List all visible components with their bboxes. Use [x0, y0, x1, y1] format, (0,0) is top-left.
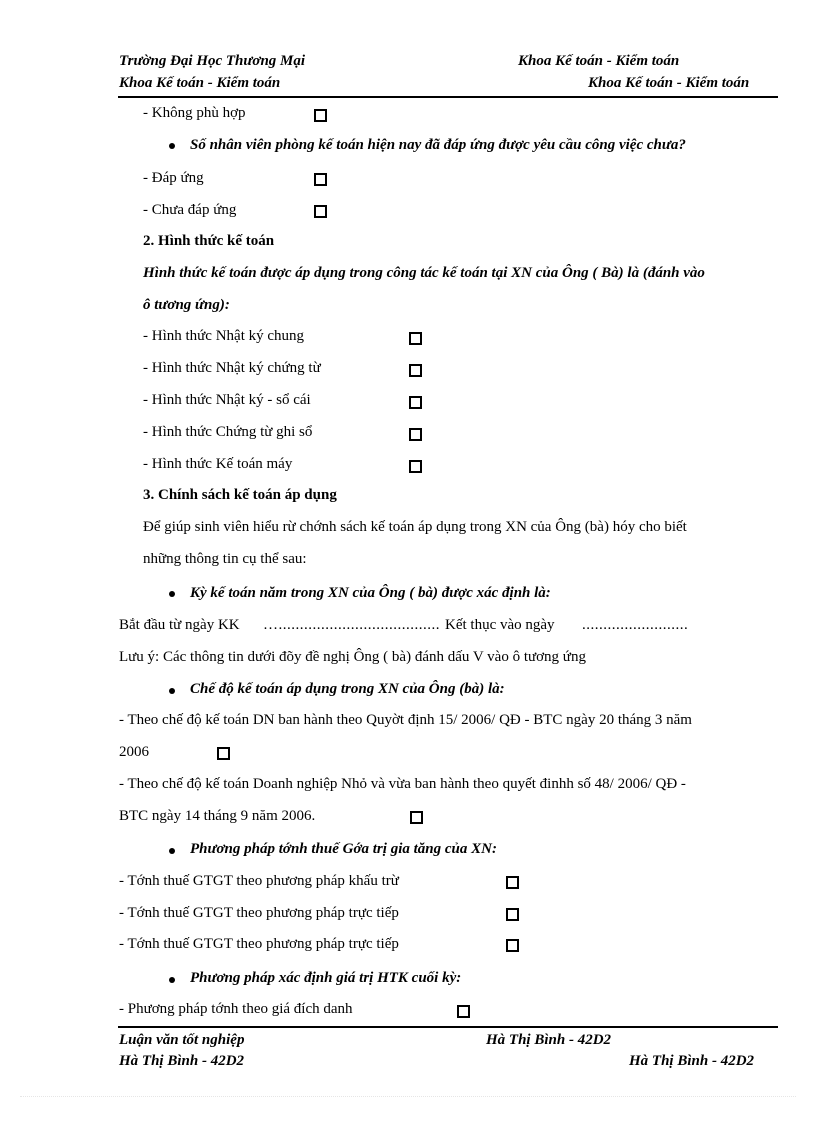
bullet-icon [169, 977, 175, 983]
vat-option-truc-tiep-2: - Tớnh thuế GTGT theo phương pháp trực tiếp [119, 936, 399, 952]
option-chua-dap-ung: - Chưa đáp ứng [143, 202, 237, 218]
note-text: Lưu ý: Các thông tin dưới đõy đề nghị Ông ( bà) đánh dấu V vào ô tương ứng [119, 649, 586, 665]
option-chung-tu-ghi-so: - Hình thức Chứng từ ghi sổ [143, 424, 313, 440]
checkbox-ke-toan-may[interactable] [409, 460, 422, 473]
checkbox-chung-tu-ghi-so[interactable] [409, 428, 422, 441]
section3-intro-line1: Để giúp sinh viên hiểu rừ chớnh sách kế toán áp dụng trong XN của Ông (bà) hóy cho biết [143, 519, 687, 535]
footer-author-right: Hà Thị Bình - 42D2 [629, 1053, 755, 1069]
end-date-label: Kết thục vào ngày [445, 617, 555, 633]
regime2-line2: BTC ngày 14 tháng 9 năm 2006. [119, 808, 316, 824]
option-nhat-ky-chung: - Hình thức Nhật ký chung [143, 328, 305, 344]
checkbox-vat-truc-tiep-1[interactable] [506, 908, 519, 921]
checkbox-dap-ung[interactable] [314, 173, 327, 186]
checkbox-regime-48[interactable] [410, 811, 423, 824]
checkbox-vat-truc-tiep-2[interactable] [506, 939, 519, 952]
header-department: Khoa Kế toán - Kiểm toán [518, 53, 680, 69]
question-inventory: Phương pháp xác định giá trị HTK cuối kỳ: [190, 970, 462, 986]
footer-author-left: Hà Thị Bình - 42D2 [119, 1053, 245, 1069]
option-nhat-ky-chung-tu: - Hình thức Nhật ký chứng từ [143, 360, 321, 376]
checkbox-nhat-ky-so-cai[interactable] [409, 396, 422, 409]
bullet-icon [169, 848, 175, 854]
end-date-field[interactable]: ......................... [582, 617, 689, 633]
header-department-left: Khoa Kế toán - Kiểm toán [119, 75, 281, 91]
vat-option-truc-tiep-1: - Tớnh thuế GTGT theo phương pháp trực tiếp [119, 905, 399, 921]
start-date-field[interactable]: …...................................... [263, 617, 440, 633]
bullet-icon [169, 688, 175, 694]
header-school: Trường Đại Học Thương Mại [119, 53, 306, 69]
option-khong-phu-hop: - Không phù hợp [143, 105, 246, 121]
inventory-option-dich-danh: - Phương pháp tớnh theo giá đích danh [119, 1001, 353, 1017]
bullet-icon [169, 143, 175, 149]
question-staff: Số nhân viên phòng kế toán hiện nay đã đáp ứng được yêu cầu công việc chưa? [190, 137, 686, 153]
start-date-label: Bắt đầu từ ngày KK [119, 617, 240, 633]
checkbox-khong-phu-hop[interactable] [314, 109, 327, 122]
header-rule [118, 96, 778, 98]
footer-author-center: Hà Thị Bình - 42D2 [486, 1032, 612, 1048]
section2-title: 2. Hình thức kế toán [143, 233, 275, 249]
header-department-right: Khoa Kế toán - Kiểm toán [588, 75, 750, 91]
regime2-line1: - Theo chế độ kế toán Doanh nghiệp Nhỏ và vừa ban hành theo quyết đinhh số 48/ 2006/ QĐ - [119, 776, 686, 792]
bullet-icon [169, 591, 175, 597]
section2-intro-line1: Hình thức kế toán được áp dụng trong công tác kế toán tại XN của Ông ( Bà) là (đánh vào [143, 265, 705, 281]
regime1-line1: - Theo chế độ kế toán DN ban hành theo Quyờt định 15/ 2006/ QĐ - BTC ngày 20 tháng 3 năm [119, 712, 692, 728]
checkbox-vat-khau-tru[interactable] [506, 876, 519, 889]
section3-title: 3. Chính sách kế toán áp dụng [143, 487, 337, 503]
question-regime: Chế độ kế toán áp dụng trong XN của Ông (bà) là: [190, 681, 505, 697]
question-period: Kỳ kế toán năm trong XN của Ông ( bà) được xác định là: [190, 585, 551, 601]
section3-intro-line2: những thông tin cụ thể sau: [143, 551, 307, 567]
footer-thesis: Luận văn tốt nghiệp [119, 1032, 245, 1048]
question-vat: Phương pháp tớnh thuế Gớa trị gia tăng của XN: [190, 841, 497, 857]
vat-option-khau-tru: - Tớnh thuế GTGT theo phương pháp khấu trừ [119, 873, 399, 889]
checkbox-nhat-ky-chung-tu[interactable] [409, 364, 422, 377]
option-dap-ung: - Đáp ứng [143, 170, 204, 186]
checkbox-nhat-ky-chung[interactable] [409, 332, 422, 345]
footer-rule [118, 1026, 778, 1028]
option-ke-toan-may: - Hình thức Kế toán máy [143, 456, 293, 472]
checkbox-inventory-dich-danh[interactable] [457, 1005, 470, 1018]
checkbox-regime-15[interactable] [217, 747, 230, 760]
option-nhat-ky-so-cai: - Hình thức Nhật ký - sổ cái [143, 392, 311, 408]
checkbox-chua-dap-ung[interactable] [314, 205, 327, 218]
page-edge-divider [20, 1096, 796, 1097]
section2-intro-line2: ô tương ứng): [143, 297, 230, 313]
regime1-line2: 2006 [119, 744, 149, 760]
